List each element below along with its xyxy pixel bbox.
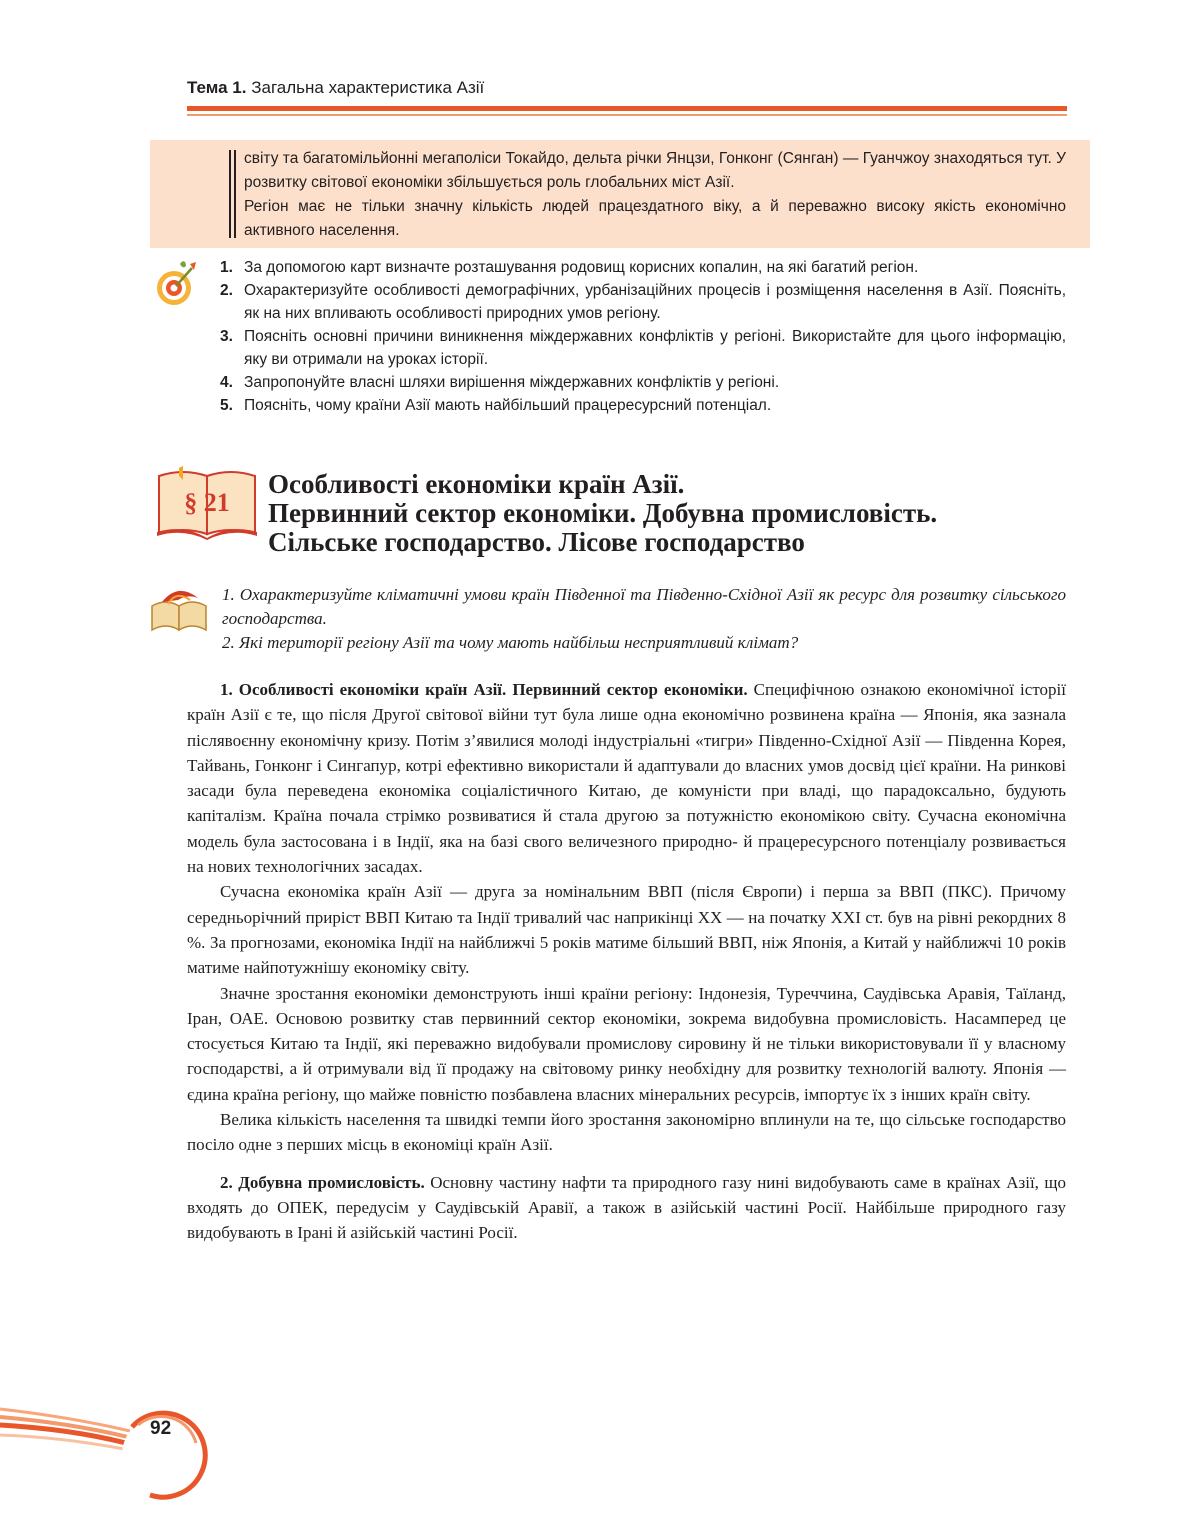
- body-paragraph: Значне зростання економіки демонструють інші країни регіону: Індонезія, Туреччина, Саудівська Аравія, Таїланд, Іран, ОАЕ. Основою розвитку став первинний сектор економіки, зокрема видобувна промисловість. Насамперед це стосується Китаю та Індії, які переважно видобували промислову сировину й не тільки використовували її у власному господарстві, а й отримували від її продажу на світовому ринку необхідну для розвитку технологій валюту. Японія — єдина країна регіону, що майже повністю позбавлена власних мінеральних ресурсів, імпортує їх з інших країн світу.: [187, 983, 1066, 1104]
- running-header: [187, 78, 484, 98]
- subsection-heading: 2. Добувна промисловість.: [220, 1172, 425, 1192]
- subsection-heading: 1. Особливості економіки країн Азії. Первинний сектор економіки.: [220, 680, 748, 699]
- header-rule-thin: [187, 114, 1067, 116]
- body-paragraph: Сучасна економіка країн Азії — друга за номінальним ВВП (після Європи) і перша за ВВП (ПКС). Причому середньорічний приріст ВВП Китаю та Індії тривалий час наприкінці XX — на початку XXI ст. був на рівні рекордних 8 %. За прогнозами, економіка Індії на найближчі 5 років матиме більший ВВП, ніж Японія, а Китай у найближчі 10 років матиме найпотужнішу економіку світу.: [187, 882, 1066, 978]
- question-number: 3.: [220, 328, 233, 345]
- topic-label: Тема 1.: [187, 78, 247, 97]
- section-number: § 21: [184, 488, 230, 517]
- intro-question: 1. Охарактеризуйте кліматичні умови країн Південної та Південно-Східної Азії як ресурс для розвитку сільського господарства.: [222, 585, 1066, 628]
- section-title: [268, 470, 1066, 557]
- question-text: За допомогою карт визначте розташування родовищ корисних копалин, на які багатий регіон.: [244, 259, 919, 276]
- open-book-icon: [148, 584, 210, 634]
- question-number: 4.: [220, 374, 233, 391]
- topic-title: Загальна характеристика Азії: [251, 78, 485, 97]
- section-title-line: Первинний сектор економіки. Добувна промисловість.: [268, 498, 938, 528]
- question-text: Поясніть, чому країни Азії мають найбільший працересурсний потенціал.: [244, 397, 772, 414]
- question-text: Охарактеризуйте особливості демографічних, урбанізаційних процесів і розміщення населення в Азії. Поясніть, як на них впливають особливості природних умов регіону.: [244, 282, 1066, 322]
- body-paragraph: [187, 677, 1066, 879]
- callout-paragraph: світу та багатомільйонні мегаполіси Токайдо, дельта річки Янцзи, Гонконг (Сянган) — Гуанчжоу знаходяться тут. У розвитку світової економіки збільшується роль глобальних міст Азії.: [244, 150, 1066, 191]
- page-number: 92: [150, 1418, 172, 1439]
- summary-callout: [150, 140, 1090, 248]
- paragraph-text: Специфічною ознакою економічної історії країн Азії є те, що після Другої світової війни тут була лише одна економічно розвинена країна — Японія, яка зазнала післявоєнну економічну кризу. Потім з’явилися молоді індустріальні «тигри» Південно-Східної Азії — Південна Корея, Тайвань, Гонконг і Сингапур, котрі ефективно використали й адаптували до власних умов досвід цієї країни. На ринкові засади була переведена економіка соціалістичного Китаю, де комуністи при владі, що парадоксально, будують капіталізм. Країна почала стрімко розвиватися й стала другою за потужністю економікою світу. Сучасна економічна модель була застосована і в Індії, яка на базі свого величезного природно- й працересурсного потенціалу розвивається на нових технологічних засадах.: [187, 680, 1066, 877]
- question-item: [220, 371, 1066, 394]
- section-number-book-icon: [157, 466, 257, 540]
- callout-text: [244, 147, 1066, 243]
- question-text: Запропонуйте власні шляхи вирішення міждержавних конфліктів у регіоні.: [244, 374, 780, 391]
- intro-question: 2. Які території регіону Азії та чому мають найбільш несприятливий клімат?: [222, 633, 799, 652]
- question-number: 5.: [220, 397, 233, 414]
- intro-questions: [222, 583, 1066, 655]
- target-icon: [152, 258, 202, 308]
- main-text: [187, 677, 1066, 1246]
- callout-paragraph: Регіон має не тільки значну кількість людей працездатного віку, а й переважно високу якість економічно активного населення.: [244, 198, 1066, 239]
- question-item: [220, 325, 1066, 371]
- question-item: [220, 279, 1066, 325]
- question-number: 2.: [220, 282, 233, 299]
- question-item: [220, 256, 1066, 279]
- section-title-line: Особливості економіки країн Азії.: [268, 469, 685, 499]
- header-rule: [187, 106, 1067, 111]
- callout-bars: [229, 150, 236, 238]
- question-item: [220, 394, 1066, 417]
- body-paragraph: Велика кількість населення та швидкі темпи його зростання закономірно вплинули на те, що сільське господарство посіло одне з перших місць в економіці країн Азії.: [187, 1110, 1066, 1155]
- body-paragraph: [187, 1170, 1066, 1246]
- question-text: Поясніть основні причини виникнення міждержавних конфліктів у регіоні. Використайте для цього інформацію, яку ви отримали на уроках історії.: [244, 328, 1066, 368]
- section-title-line: Сільське господарство. Лісове господарство: [268, 527, 805, 557]
- question-number: 1.: [220, 259, 233, 276]
- page-number-swoosh: [0, 1395, 240, 1505]
- paragraph-text: Основну частину нафти та природного газу нині видобувають саме в країнах Азії, що входять до ОПЕК, передусім у Саудівській Аравії, а також в азійській частині Росії. Найбільше природного газу видобувають в Ірані й азійській частині Росії.: [187, 1172, 1066, 1243]
- review-questions: [220, 256, 1066, 417]
